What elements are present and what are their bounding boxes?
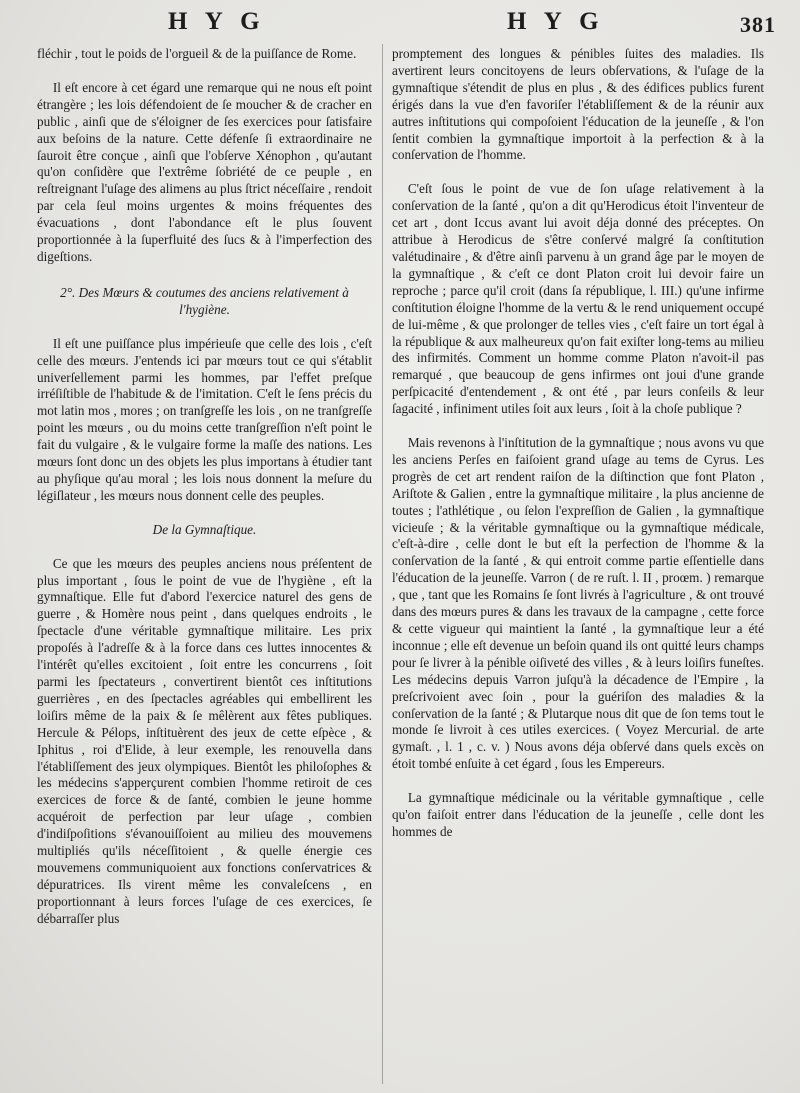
paragraph: La gymnaſtique médicinale ou la véritable gymnaſtique , celle qu'on faiſoit entrer dans l'éducation de la jeuneſſe , celle dont les hommes de xyxy=(392,790,764,839)
paragraph: Il eſt encore à cet égard une remarque qui ne nous eſt point étrangère ; les lois défendoient de ſe moucher & de cracher en public , ainſi que de s'éloigner de ſes exercices pour ſatisfaire aux beſoins de la nature. Cette défenſe ſi extraordinaire ne ſauroit être conçue , ainſi que l'obſerve Xénophon , qu'autant qu'on conſidère que l'extrême ſobriété de ce peuple , en reſtreignant l'uſage des alimens au plus ſtrict néceſſaire , rendoit par cela ſeul moins urgentes & moins fréquentes des évacuations , dont l'abondance eſt le plus ſouvent proportionnée à la ſuperfluité des ſucs & à l'imperfection des digeſtions. xyxy=(37,79,372,264)
paragraph: promptement des longues & pénibles ſuites des maladies. Ils avertirent leurs concitoyens de leurs obſervations, & l'uſage de la gymnaſtique s'étendit de plus en plus , & des édifices publics furent érigés dans la vue d'en favoriſer l'établiſſement & de la réunir aux autres inſtitutions qui compoſoient l'éducation de la jeuneſſe , & l'on ſentit combien la gymnaſtique importoit à la perfection & à la conſervation de l'homme. xyxy=(392,46,764,163)
left-column xyxy=(37,46,372,928)
paragraph: C'eſt ſous le point de vue de ſon uſage relativement à la conſervation de la ſanté , qu'on a dit qu'Herodicus étoit l'inventeur de cet art , dont Iccus avant lui avoit déja donné des préceptes. On attribue à Herodicus de s'être conſervé malgré ſa conſtitution valétudinaire , & d'être ainſi parvenu à un grand âge par le moyen de la gymnaſtique , & c'eſt ce dont Platon croit lui devoir faire un reproche ; parce qu'il croit (dans ſa république, l. III.) qu'une infirme conſtitution éloigne l'homme de la vertu & le rend uniquement occupé de lui-même , & que prolonger de telles vies , c'eſt faire un tort égal à la république & aux malheureux qu'on fait exiſter long-tems au milieu des infirmités. Comment un homme comme Platon n'avoit-il pas remarqué , que beaucoup de gens infirmes ont joui d'une grande perſpicacité d'entendement , & ont été , par leurs conſeils & leur ſagacité , infiniment utiles ſoit aux leurs , ſoit à la choſe publique ? xyxy=(392,181,764,417)
running-head-right: H Y G xyxy=(507,8,605,35)
page-number: 381 xyxy=(740,12,776,37)
section-heading: De la Gymnaſtique. xyxy=(152,521,257,537)
paragraph: Mais revenons à l'inſtitution de la gymnaſtique ; nous avons vu que les anciens Perſes en faiſoient grand uſage au tems de Cyrus. Les progrès de cet art rendent raiſon de la diſtinction que font Platon , Ariſtote & Galien , entre la gymnaſtique militaire , la plus ancienne de toutes ; l'athlétique , ou ſelon l'expreſſion de Galien , la gymnaſtique vicieuſe ; & la véritable gymnaſtique ou la gymnaſtique médicale, c'eſt-à-dire , celle dont le but eſt la perfection de l'homme & la conſervation de la ſanté , & qui entroit comme partie eſſentielle dans l'éducation de la jeuneſſe. Varron ( de re ruſt. l. II , proœm. ) remarque , que , tant que les Romains ſe ſont livrés à l'agriculture , & ont trouvé dans des mœurs pures & dans les travaux de la campagne , cette force & cette vigueur qui maintient la ſanté , la gymnaſtique leur a été inconnue ; elle eſt devenue un beſoin quand ils ont quitté leurs champs pour ſe livrer à la pénible oiſiveté des villes , & à leurs loiſirs funeſtes. Les médecins depuis Varron juſqu'à la décadence de l'Empire , la preſcrivoient avec ſoin , pour la guériſon des maladies & la conſervation de la ſanté ; & Plutarque nous dit que de ſon tems tout le monde ſe livroit à ces utiles exercices. ( Voyez Mercurial. de arte gymaſt. , l. 1 , c. v. ) Nous avons déja obſervé dans quels excès on étoit tombé enſuite à cet égard , ſous les Empereurs. xyxy=(392,435,764,772)
paragraph: fléchir , tout le poids de l'orgueil & de la puiſſance de Rome. xyxy=(37,46,357,61)
column-divider xyxy=(382,44,383,1084)
section-heading: 2°. Des Mœurs & coutumes des anciens relativement à l'hygiène. xyxy=(60,284,349,317)
paragraph: Il eſt une puiſſance plus impérieuſe que celle des lois , c'eſt celle des mœurs. J'entends ici par mœurs tout ce qui s'établit univerſellement parmi les hommes, par l'effet preſque irréſiſtible de l'habitude & de l'imitation. C'eſt le ſens précis du mot latin mos , mores ; on tranſgreſſe les lois , on ne tranſgreſſe point les mœurs , ou du moins cette tranſgreſſion n'eſt point le fait du vulgaire , & le vulgaire forme la maſſe des nations. Les mœurs ſont donc un des objets les plus importans à étudier tant au phyſique qu'au moral ; les lois nous donnent la meſure du légiſlateur , les mœurs nous donnent celle des peuples. xyxy=(37,335,372,503)
right-column xyxy=(392,46,764,841)
running-head-left: H Y G xyxy=(168,8,266,35)
paragraph: Ce que les mœurs des peuples anciens nous préſentent de plus important , ſous le point de vue de l'hygiène , eſt la gymnaſtique. Elle fut d'abord l'exercice naturel des gens de guerre , & Homère nous peint , dans quelques endroits , le ſpectacle d'une véritable gymnaſtique militaire. Les prix propoſés à l'adreſſe & à la force dans ces luttes innocentes & l'intérêt qu'elles excitoient , ſoit entre les concurrens , ſoit parmi les ſpectateurs , convertirent bientôt ces inſtitutions guerrières , en des ſpectacles agréables qui embellirent les loiſirs même de la paix & ſe mêlèrent aux fêtes publiques. Hercule & Pélops, inſtituèrent des jeux de cette eſpèce , & Iphitus , roi d'Elide, à leur exemple, les renouvella dans l'établiſſement des jeux olympiques. Bientôt les philoſophes & les médecins s'apperçurent combien l'homme retiroit de ces exercices de force & de ſanté, combien le jeune homme acquéroit de perfection par leur uſage , combien d'indiſpoſitions s'évanouiſſoient au milieu des mouvemens multipliés qu'ils néceſſitoient , & quelle énergie ces mouvemens communiquoient aux fonctions conſervatrices & dépuratrices. Ils virent même les convaleſcens , en proportionnant à leurs forces l'uſage de ces exercices, ſe débarraſſer plus xyxy=(37,555,372,926)
